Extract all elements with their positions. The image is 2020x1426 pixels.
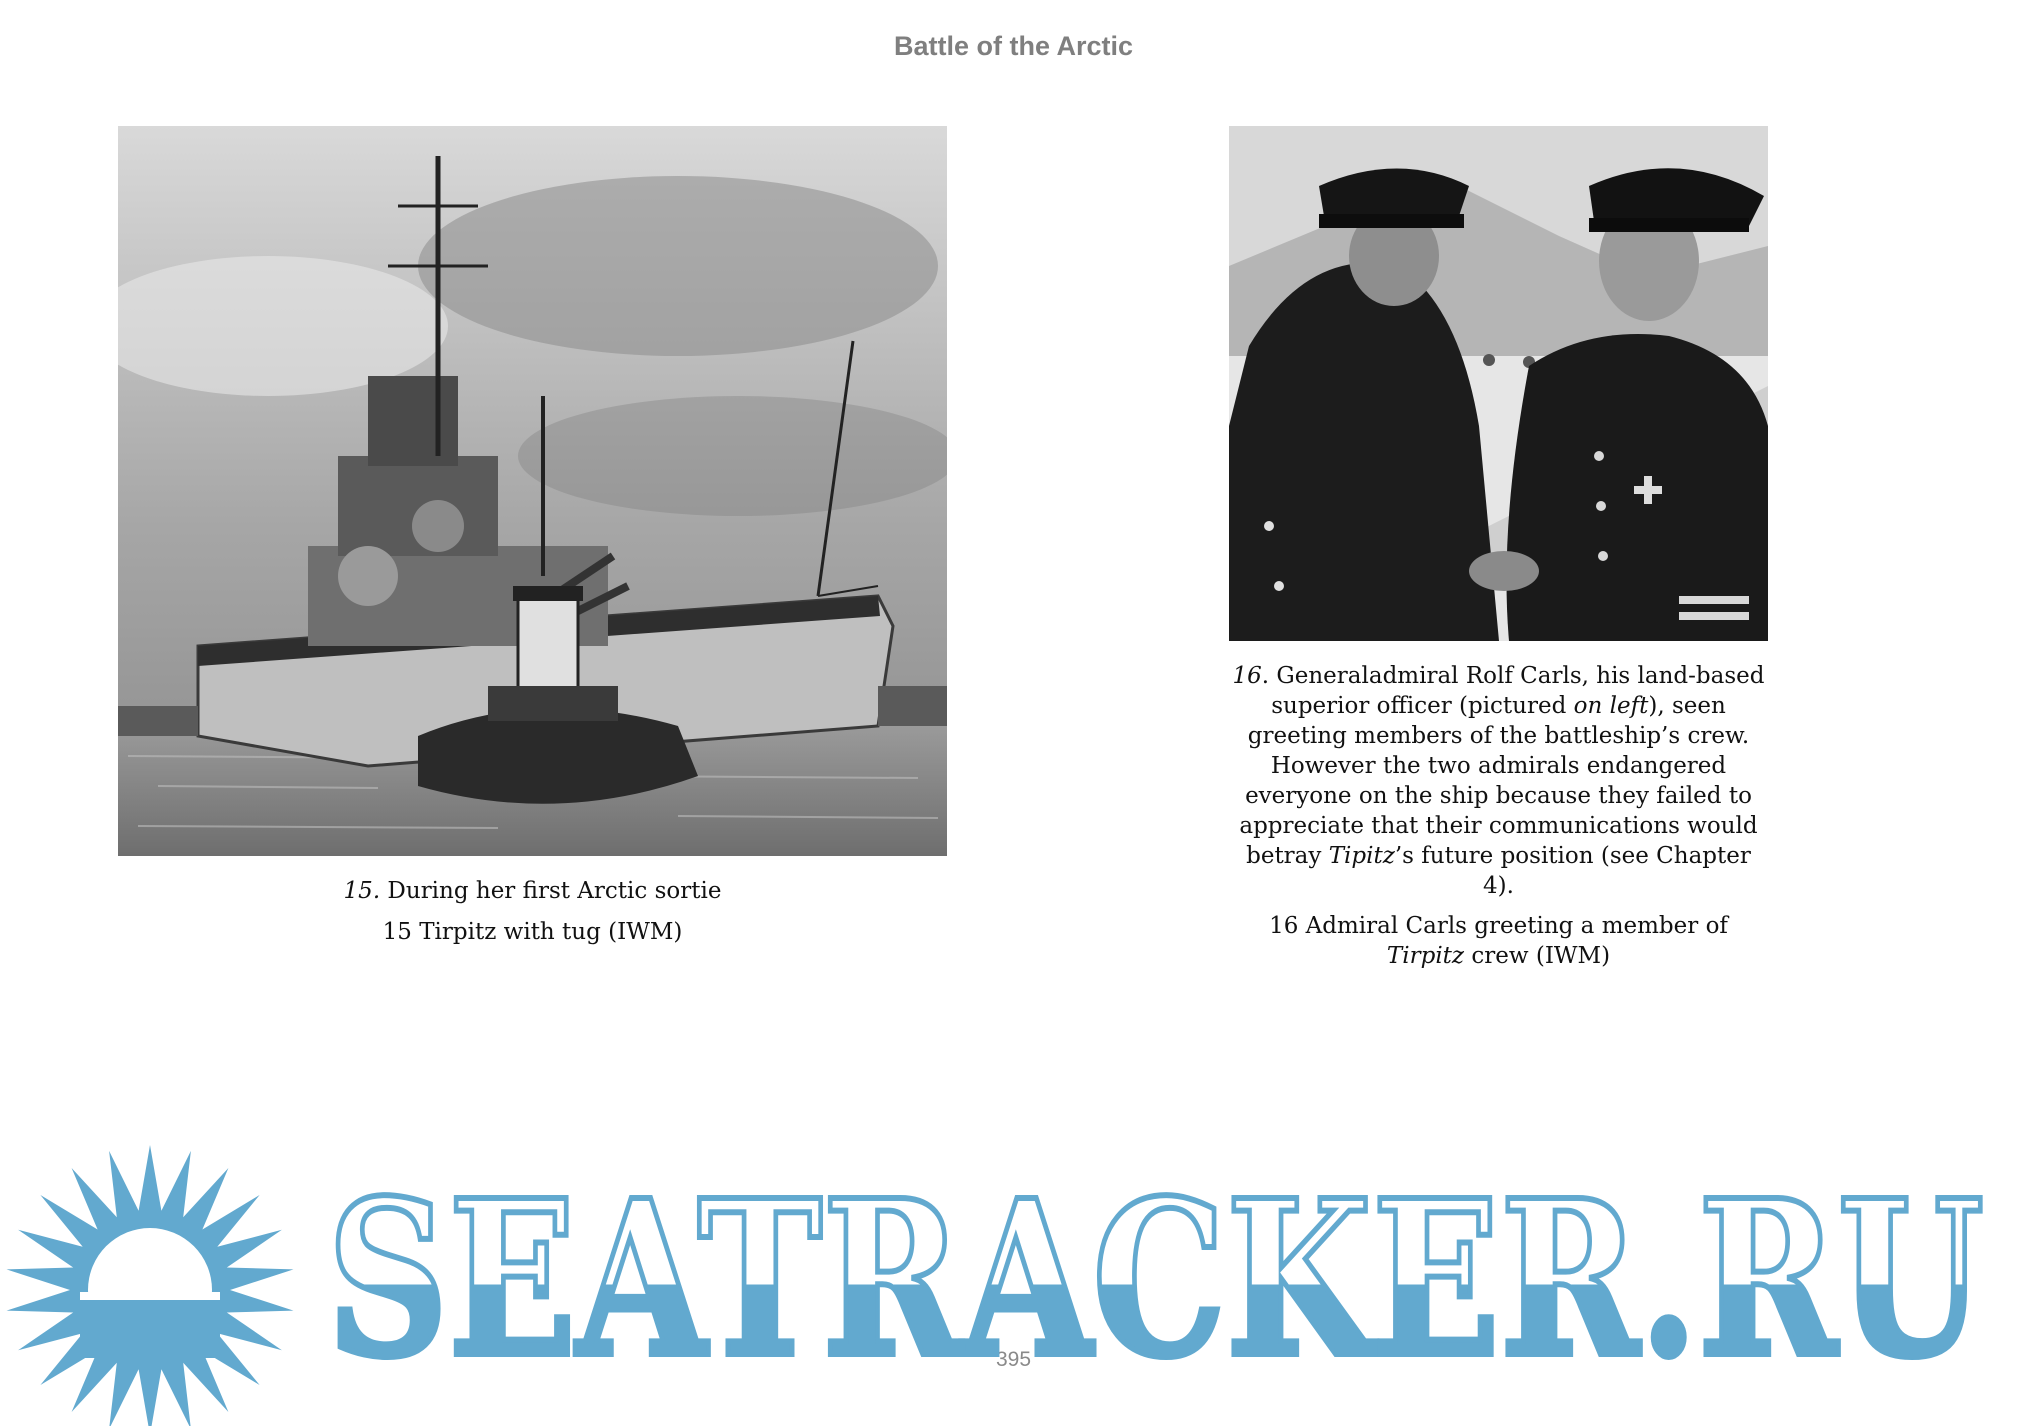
caption-16-credit-2: crew (IWM) <box>1464 943 1611 969</box>
page-number: 395 <box>995 1348 1032 1371</box>
watermark-text: SEATRACKER.RU <box>327 1154 1984 1405</box>
caption-16-credit-1: 16 Admiral Carls greeting a member of <box>1269 913 1728 939</box>
running-head: Battle of the Arctic <box>893 31 1134 61</box>
caption-figure-16 <box>1229 661 1768 971</box>
caption-15-number: 15. <box>343 878 381 904</box>
caption-16-credit-italic: Tirpitz <box>1386 943 1465 969</box>
caption-15-text <box>118 876 947 906</box>
caption-16-italic-1: on left <box>1573 693 1649 719</box>
caption-16-italic-2: Tipitz <box>1328 843 1395 869</box>
caption-16-number: 16 <box>1232 663 1262 689</box>
caption-16-credit <box>1229 911 1768 971</box>
caption-16-text <box>1229 661 1768 901</box>
sun-rays-logo-icon <box>7 1145 294 1426</box>
caption-figure-15 <box>118 876 947 947</box>
caption-16-body-1: . Generaladmiral Rolf Carls, his land-based superior officer (pictured <box>1261 663 1765 719</box>
photo-battleship-with-tug <box>118 126 947 856</box>
caption-15-body: During her first Arctic sortie <box>380 878 722 904</box>
photo-admirals-handshake <box>1229 126 1768 641</box>
caption-15-credit: 15 Tirpitz with tug (IWM) <box>382 919 683 945</box>
watermark <box>0 1120 2020 1426</box>
caption-16-body-2: ), seen greeting members of the battleship’s crew. However the two admirals endangered everyone on the ship because they failed to appreciate that their communications would betray <box>1239 693 1758 869</box>
caption-16-body-3: ’s future position (see Chapter 4). <box>1394 843 1751 899</box>
